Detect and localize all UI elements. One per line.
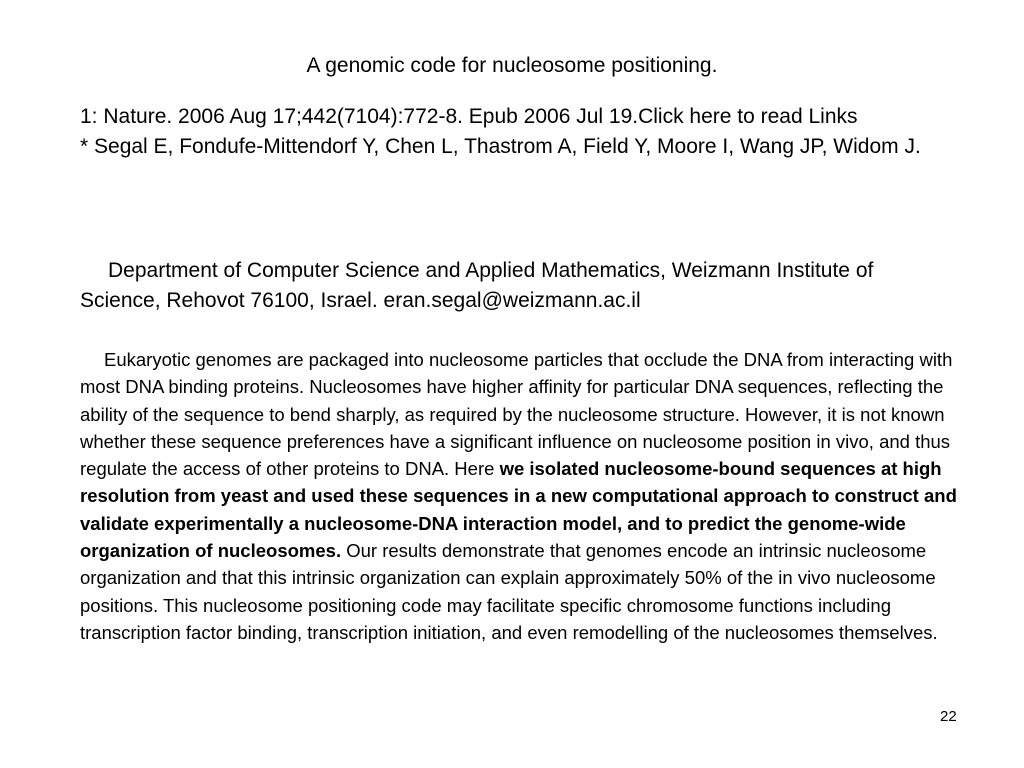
author-affiliation: Department of Computer Science and Applied Mathematics, Weizmann Institute of Science, Rehovot 76100, Israel. eran.segal@weizmann.ac.il xyxy=(80,259,874,312)
page-title: A genomic code for nucleosome positioning. xyxy=(306,54,718,77)
citation-reference: 1: Nature. 2006 Aug 17;442(7104):772-8. Epub 2006 Jul 19.Click here to read Links xyxy=(80,105,858,128)
page-number: 22 xyxy=(940,708,957,725)
citation-authors: * Segal E, Fondufe-Mittendorf Y, Chen L, Thastrom A, Field Y, Moore I, Wang JP, Widom J. xyxy=(80,135,921,158)
abstract-paragraph xyxy=(80,346,960,646)
abstract-outro: Our results demonstrate that genomes encode an intrinsic nucleosome organization and that this intrinsic organization can explain approximately 50% of the in vivo nucleosome positions. This nucleosome positioning code may facilitate specific chromosome functions including transcription factor binding, transcription initiation, and even remodelling of the nucleosomes themselves. xyxy=(80,540,938,643)
abstract-highlight: we isolated nucleosome-bound sequences at high resolution from yeast and used these sequences in a new computational approach to construct and validate experimentally a nucleosome-DNA interaction model, and to predict the genome-wide organization of nucleosomes. xyxy=(80,458,957,562)
abstract-intro: Eukaryotic genomes are packaged into nucleosome particles that occlude the DNA from interacting with most DNA binding proteins. Nucleosomes have higher affinity for particular DNA sequences, reflecting the ability of the sequence to bend sharply, as required by the nucleosome structure. However, it is not known whether these sequence preferences have a significant influence on nucleosome position in vivo, and thus regulate the access of other proteins to DNA. Here xyxy=(80,349,953,480)
citation-block xyxy=(80,102,950,162)
